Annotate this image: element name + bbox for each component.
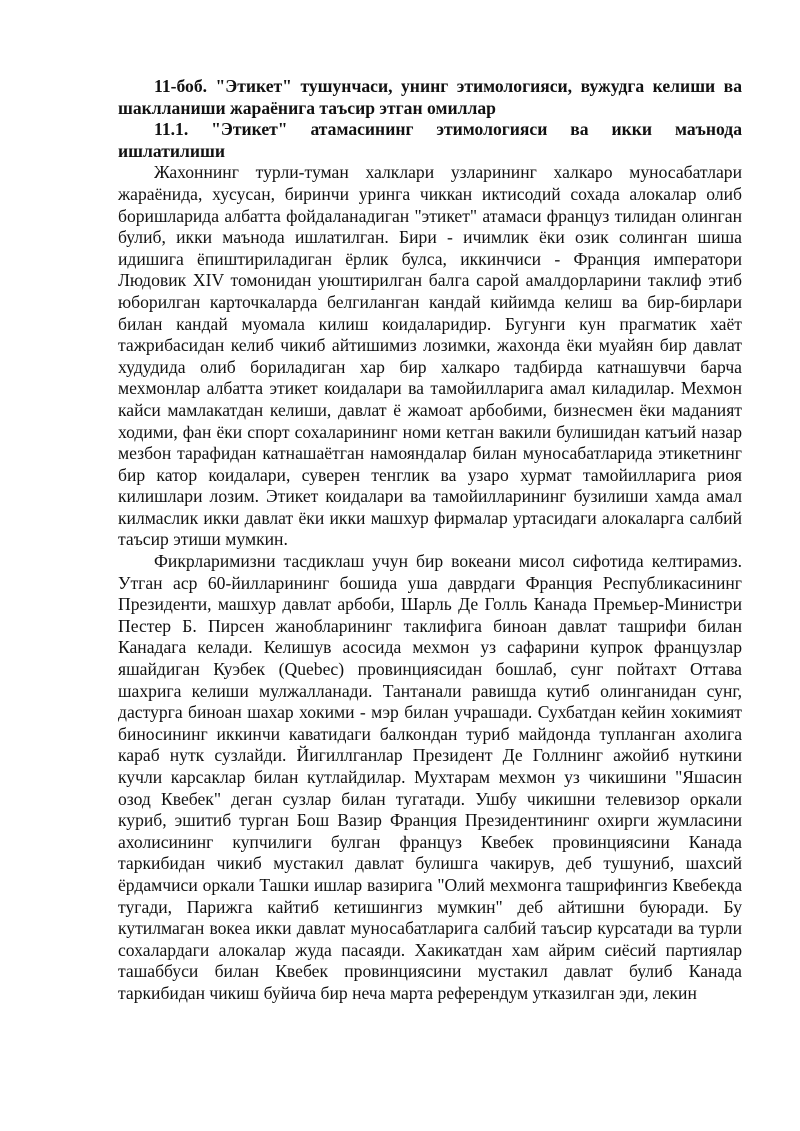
paragraph-etiquette-meaning: Жахоннинг турли-туман халклари узларининг халкаро муносабатлари жараёнида, хусусан, биринчи уринга чиккан иктисодий сохада алокалар олиб боришларида албатта фойдаланадиган "этикет" атамаси француз тилидан олинган булиб, икки маънода ишлатилган. Бири - ичимлик ёки озик солинган шиша идишига ёпиштириладиган ёрлик булса, иккинчиси - Франция императори Людовик XIV томонидан уюштирилган балга сарой амалдорларини таклиф этиб юборилган карточкаларда белгиланган кандай кийимда келиш ва бир-бирлари билан кандай муомала килиш коидаларидир. Бугунги кун прагматик хаёт тажрибасидан келиб чикиб айтишимиз лозимки, жахонда ёки муайян бир давлат худудида олиб бориладиган хар бир халкаро тадбирда катнашувчи барча мехмонлар албатта этикет коидалари ва тамойилларига амал киладилар. Мехмон кайси мамлакатдан келиши, давлат ё жамоат арбобими, бизнесмен ёки маданият ходими, фан ёки спорт сохаларининг номи кетган вакили булишидан катъий назар мезбон тарафидан катнашаётган намояндалар билан муносабатларида этикетнинг бир катор коидалари, суверен тенглик ва узаро хурмат тамойилларига риоя килишлари лозим. Этикет коидалари ва тамойилларининг бузилиши хамда амал килмаслик икки давлат ёки икки машхур фирмалар уртасидаги алокаларга салбий таъсир этиши мумкин. xyxy=(118,162,742,550)
paragraph-de-gaulle-example: Фикрларимизни тасдиклаш учун бир вокеани мисол сифотида келтирамиз. Утган аср 60-йилларининг бошида уша даврдаги Франция Республикасининг Президенти, машхур давлат арбоби, Шарль Де Голль Канада Премьер-Министри Пестер Б. Пирсен жанобларининг таклифига биноан давлат ташрифи билан Канадага келади. Келишув асосида мехмон уз сафарини купрок французлар яшайдиган Куэбек (Quebec) провинциясидан бошлаб, сунг пойтахт Оттава шахрига келиши мулжалланади. Тантанали равишда кутиб олинганидан сунг, дастурга биноан шахар хокими - мэр билан учрашади. Сухбатдан кейин хокимият биносининг иккинчи каватидаги балкондан туриб майдонда тупланган ахолига караб нутк сузлайди. Йигиллганлар Президент Де Голлнинг ажойиб нуткини кучли карсаклар билан кутлайдилар. Мухтарам мехмон уз чикишини "Яшасин озод Квебек" деган сузлар билан тугатади. Ушбу чикишни телевизор оркали куриб, эшитиб турган Бош Вазир Франция Президентининг охирги жумласини ахолисининг купчилиги булган француз Квебек провинциясини Канада таркибидан чикиб мустакил давлат булишга чакирув, деб тушуниб, шахсий ёрдамчиси оркали Ташки ишлар вазирига "Олий мехмонга ташрифингиз Квебекда тугади, Парижга кайтиб кетишингиз мумкин" деб айтишни буюради. Бу кутилмаган вокеа икки давлат муносабатларига салбий таъсир курсатади ва турли сохалардаги алокалар жуда пасаяди. Хакикатдан хам айрим сиёсий партиялар ташаббуси билан Квебек провинциясини мустакил давлат булиб Канада таркибидан чикиш буйича бир неча марта референдум утказилган эди, лекин xyxy=(118,551,742,1003)
document-page xyxy=(118,76,742,1005)
chapter-title: 11-боб. "Этикет" тушунчаси, унинг этимологияси, вужудга келиши ва шаклланиши жараёнига таъсир этган омиллар xyxy=(118,76,742,118)
section-title: 11.1. "Этикет" атамасининг этимологияси ва икки маънода ишлатилиши xyxy=(118,119,742,161)
